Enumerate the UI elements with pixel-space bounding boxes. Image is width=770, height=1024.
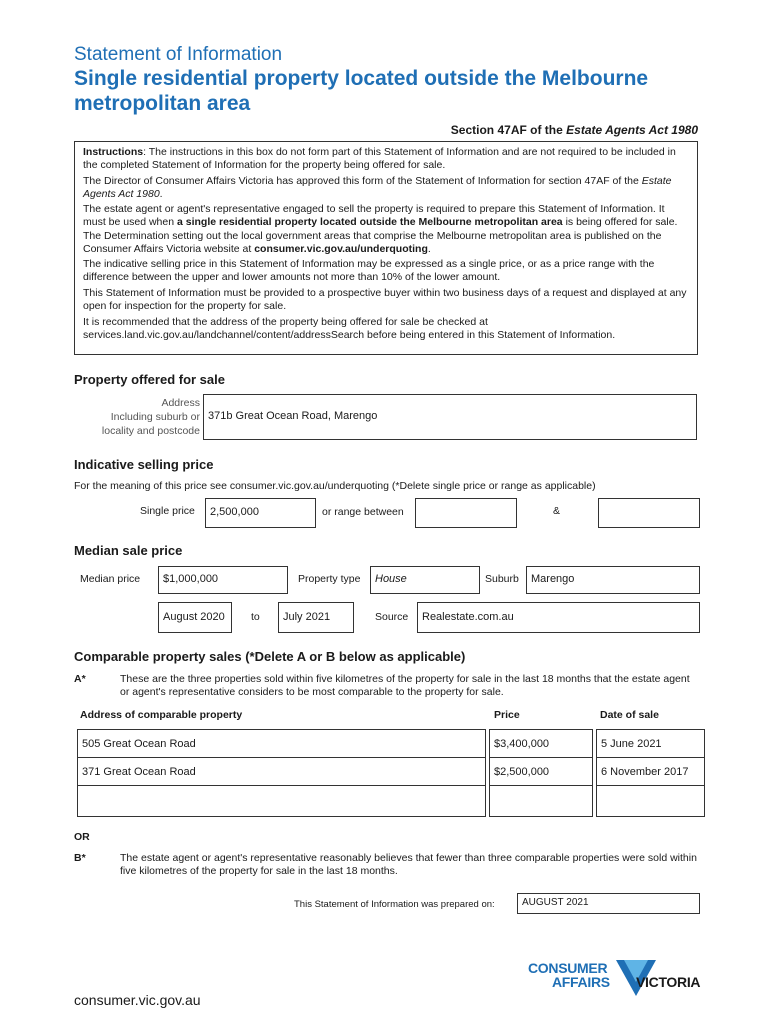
indicative-heading: Indicative selling price bbox=[74, 457, 214, 472]
indicative-note: For the meaning of this price see consumer.vic.gov.au/underquoting (*Delete single price or range as applicable) bbox=[74, 480, 596, 492]
instructions-p3: The estate agent or agent's representative engaged to sell the property is required to prepare this Statement of Information. It must be used when a single residential property located outside the Melbourne metropolitan area is being offered for sale. The Determination setting out the local government areas that comprise the Melbourne metropolitan area is published on the Consumer Affairs Victoria website at consumer.vic.gov.au/underquoting. bbox=[83, 203, 678, 255]
comp-row-1-date[interactable]: 5 June 2021 bbox=[596, 729, 705, 758]
comp-row-3-date[interactable] bbox=[596, 785, 705, 817]
option-b-label: B* bbox=[74, 852, 86, 864]
logo-consumer: CONSUMER bbox=[528, 960, 608, 976]
instructions-p6: It is recommended that the address of the property being offered for sale be checked at services.land.vic.gov.au/landchannel/content/addressSearch before being entered in this Statement of Information. bbox=[83, 315, 616, 341]
comp-row-1-address[interactable]: 505 Great Ocean Road bbox=[77, 729, 486, 758]
range-label: or range between bbox=[322, 506, 404, 518]
logo-victoria: VICTORIA bbox=[636, 974, 701, 990]
consumer-affairs-victoria-logo bbox=[528, 960, 708, 1004]
comp-row-2-address[interactable]: 371 Great Ocean Road bbox=[77, 757, 486, 786]
or-label: OR bbox=[74, 831, 90, 843]
option-a-label: A* bbox=[74, 673, 86, 685]
act-name: Estate Agents Act 1980 bbox=[566, 123, 698, 137]
prepared-on-label: This Statement of Information was prepared on: bbox=[294, 899, 495, 910]
footer-url[interactable]: consumer.vic.gov.au bbox=[74, 992, 201, 1008]
source-label: Source bbox=[375, 611, 409, 623]
single-price-label: Single price bbox=[140, 505, 195, 517]
instructions-p5: This Statement of Information must be provided to a prospective buyer within two business days of a request and displayed at any open for inspection for the property for sale. bbox=[83, 286, 687, 313]
comp-row-3-price[interactable] bbox=[489, 785, 593, 817]
period-from-field[interactable]: August 2020 bbox=[158, 602, 232, 633]
median-price-field[interactable]: $1,000,000 bbox=[158, 566, 288, 594]
address-label: Address Including suburb or locality and postcode bbox=[101, 397, 200, 437]
section-reference: Section 47AF of the Estate Agents Act 1980 bbox=[450, 123, 698, 137]
instructions-p1: Instructions: The instructions in this box do not form part of this Statement of Information and are not required to be included in the completed Statement of Information for the property being offered for sale. bbox=[83, 146, 676, 172]
range-ampersand: & bbox=[553, 505, 561, 517]
range-high-field[interactable] bbox=[598, 498, 700, 528]
address-field[interactable]: 371b Great Ocean Road, Marengo bbox=[203, 394, 697, 440]
period-to-label: to bbox=[251, 611, 260, 623]
page-title: Single residential property located outside the Melbourne metropolitan area bbox=[74, 67, 649, 115]
col-date-header: Date of sale bbox=[600, 709, 659, 721]
prepared-on-field[interactable]: AUGUST 2021 bbox=[517, 893, 700, 914]
suburb-field[interactable]: Marengo bbox=[526, 566, 700, 594]
instructions-p4: The indicative selling price in this Statement of Information may be expressed as a single price, or as a price range with the difference between the upper and lower amounts not more than 10% of the lower amount. bbox=[83, 258, 655, 284]
range-low-field[interactable] bbox=[415, 498, 517, 528]
property-type-field[interactable]: House bbox=[370, 566, 480, 594]
property-type-label: Property type bbox=[298, 573, 361, 585]
comp-row-3-address[interactable] bbox=[77, 785, 486, 817]
comp-row-2-date[interactable]: 6 November 2017 bbox=[596, 757, 705, 786]
form-eyebrow: Statement of Information bbox=[74, 44, 283, 65]
median-heading: Median sale price bbox=[74, 543, 183, 558]
suburb-label: Suburb bbox=[485, 573, 519, 585]
instructions-box bbox=[74, 141, 698, 355]
logo-affairs: AFFAIRS bbox=[552, 974, 610, 990]
option-a-text: These are the three properties sold within five kilometres of the property for sale in the last 18 months that the estate agent or agent's representative considers to be most comparable to the property for sale. bbox=[120, 673, 690, 698]
option-b-text: The estate agent or agent's representative reasonably believes that fewer than three comparable properties were sold within five kilometres of the property for sale in the last 18 months. bbox=[120, 852, 697, 877]
period-to-field[interactable]: July 2021 bbox=[278, 602, 354, 633]
col-address-header: Address of comparable property bbox=[80, 709, 243, 721]
instructions-p2: The Director of Consumer Affairs Victoria has approved this form of the Statement of Information for section 47AF of the Estate Agents Act 1980. bbox=[83, 174, 672, 200]
source-field[interactable]: Realestate.com.au bbox=[417, 602, 700, 633]
property-heading: Property offered for sale bbox=[74, 372, 225, 387]
comparable-heading: Comparable property sales (*Delete A or B below as applicable) bbox=[74, 649, 466, 664]
comp-row-2-price[interactable]: $2,500,000 bbox=[489, 757, 593, 786]
col-price-header: Price bbox=[494, 709, 520, 721]
comp-row-1-price[interactable]: $3,400,000 bbox=[489, 729, 593, 758]
single-price-field[interactable]: 2,500,000 bbox=[205, 498, 316, 528]
median-price-label: Median price bbox=[80, 573, 141, 585]
